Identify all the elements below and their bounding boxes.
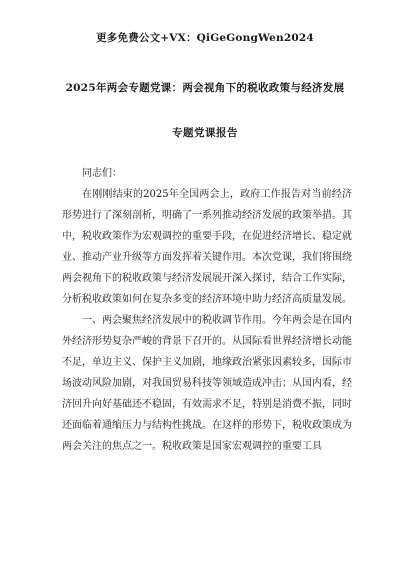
paragraph-intro: 在刚刚结束的2025年全国两会上，政府工作报告对当前经济形势进行了深刻剖析，明确了一系列推动经济发展的政策举措。其中，税收政策作为宏观调控的重要手段，在促进经济增长、稳定就业、推动产业升级等方面发挥着关键作用。本次党课，我们将围绕两会视角下的税收政策与经济发展展开深入探讨，结合工作实际，分析税收政策如何在复杂多变的经济环境中助力经济高质量发展。 bbox=[62, 189, 352, 305]
document-header: 更多免费公文+VX：QiGeGongWen2024 bbox=[96, 32, 314, 44]
paragraph-section-one: 一、两会聚焦经济发展中的税收调节作用。今年两会是在国内外经济形势复杂严峻的背景下召开的。从国际看世界经济增长动能不足，单边主义、保护主义加剧，地缘政治紧张因素较多，国际市场波动风险加剧，对我国贸易科技等领域造成冲击；从国内看，经济回升向好基础还不稳固，有效需求不足，特别是消费不振，同时还面临着通缩压力与结构性挑战。在这样的形势下，税收政策成为两会关注的焦点之一。税收政策是国家宏观调控的重要工具 bbox=[62, 315, 352, 452]
document-body bbox=[62, 163, 352, 457]
salutation: 同志们： bbox=[82, 168, 122, 179]
document-subtitle: 专题党课报告 bbox=[172, 127, 238, 139]
document-title: 2025年两会专题党课：两会视角下的税收政策与经济发展 bbox=[65, 82, 345, 94]
